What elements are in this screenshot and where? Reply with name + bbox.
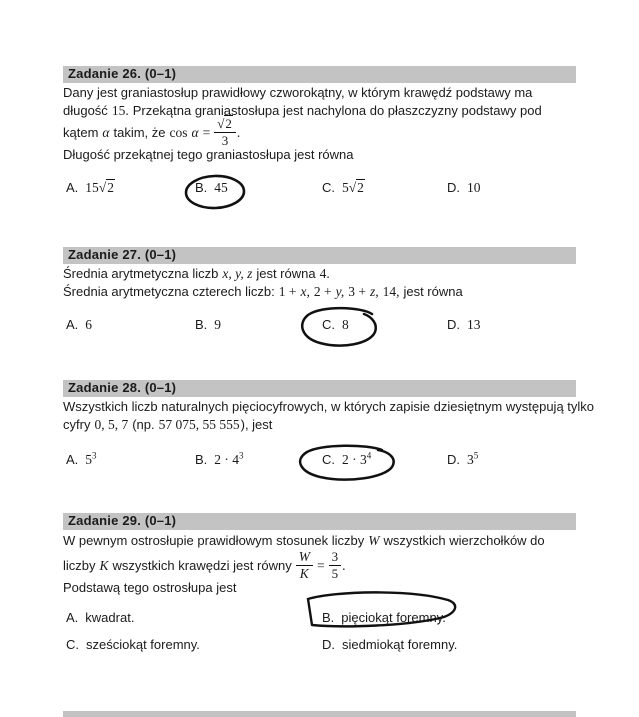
q27-line2 [63, 284, 463, 299]
option-value: 5√2 [342, 180, 364, 195]
q26-text: kątem [63, 124, 99, 140]
q28-math: 57 075, 55 555 [158, 417, 240, 432]
option-letter: C. [322, 317, 335, 332]
option-q26-d [447, 180, 481, 196]
option-value: 10 [467, 180, 481, 195]
q28-options [63, 452, 576, 474]
option-letter: A. [66, 180, 79, 195]
q26-text: Przekątna graniastosłupa jest nachylona do płaszczyzny podstawy pod [132, 103, 542, 118]
W-over-K-fraction [296, 550, 313, 581]
option-q27-d [447, 317, 481, 333]
option-letter: D. [447, 317, 460, 332]
q27-math: 3 + [348, 284, 366, 299]
q27-text: jest równa [256, 266, 316, 281]
question-26-header: Zadanie 26. (0–1) [63, 66, 576, 83]
q26-text: Długość przekątnej tego graniastosłupa jest równa [63, 147, 354, 162]
q27-text: Średnia arytmetyczna czterech liczb: [63, 284, 275, 299]
option-letter: A. [66, 452, 79, 467]
numerator: W [296, 550, 313, 566]
option-value: 45 [214, 180, 228, 195]
option-value: sześciokąt foremny. [86, 637, 200, 652]
option-value: $2 \cdot 3^4$ [342, 450, 372, 467]
q29-text: W pewnym ostrosłupie prawidłowym stosunek liczby [63, 533, 365, 548]
option-q28-a [66, 452, 97, 468]
option-letter: C. [322, 452, 335, 467]
cos-function: cos [169, 124, 188, 140]
question-27-header: Zadanie 27. (0–1) [63, 247, 576, 264]
radical-sign: √ [98, 180, 107, 195]
equals-sign: = [316, 557, 325, 573]
option-q29-b [322, 610, 446, 625]
q26-line4 [63, 147, 354, 162]
q28-line2 [63, 417, 272, 432]
option-q28-b [195, 452, 244, 468]
option-q28-c [322, 452, 371, 468]
option-value: 9 [214, 317, 222, 332]
period: . [342, 557, 346, 573]
y-variable: y, [335, 284, 345, 299]
q27-math: 4. [319, 266, 330, 281]
q27-math: 2 + [313, 284, 332, 299]
option-value: kwadrat. [85, 610, 135, 625]
alpha-variable: α [191, 124, 199, 140]
W-variable: W [368, 533, 380, 548]
q29-line1 [63, 533, 545, 548]
q29-text: liczby [63, 557, 96, 573]
q29-options-row2 [63, 637, 576, 659]
q27-math: 14, [382, 284, 400, 299]
z-variable: z, [369, 284, 379, 299]
q29-text: wszystkich krawędzi jest równy [112, 557, 292, 573]
option-q27-a [66, 317, 92, 333]
q27-line1 [63, 266, 330, 281]
option-value: $5^3$ [85, 450, 97, 467]
q28-text: cyfry [63, 417, 91, 432]
period: . [236, 124, 241, 140]
q26-formula-line [63, 117, 240, 147]
equals-sign: = [202, 124, 211, 140]
q26-line1 [63, 85, 532, 100]
q29-text: wszystkich wierzchołków do [383, 533, 545, 548]
denominator: K [299, 565, 309, 581]
q29-line3 [63, 580, 236, 595]
option-value: siedmiokąt foremny. [342, 637, 458, 652]
option-letter: C. [66, 637, 79, 652]
option-q26-a [66, 180, 115, 196]
xyz-variables: x, y, z [222, 266, 253, 281]
option-letter: B. [322, 610, 335, 625]
K-variable: K [99, 557, 109, 573]
option-q26-b [195, 180, 228, 196]
question-28-header: Zadanie 28. (0–1) [63, 380, 576, 397]
q26-text: Dany jest graniastosłup prawidłowy czworokątny, w którym krawędź podstawy ma [63, 85, 533, 100]
option-value: 15√2 [85, 180, 114, 195]
q26-line2 [63, 103, 542, 118]
radical-sign: √ [348, 180, 357, 195]
option-letter: D. [322, 637, 335, 652]
q28-text: ), jest [240, 417, 273, 432]
q28-text: (np. [132, 417, 155, 432]
option-letter: B. [195, 180, 208, 195]
option-q29-a [66, 610, 134, 625]
option-value: 13 [467, 317, 481, 332]
q27-text: Średnia arytmetyczna liczb [63, 266, 219, 281]
q29-formula-line [63, 550, 345, 580]
radicand: 2 [225, 115, 232, 131]
numerator: 3 [329, 550, 342, 566]
q27-text: jest równa [403, 284, 463, 299]
question-29-header: Zadanie 29. (0–1) [63, 513, 576, 530]
3-over-5-fraction [329, 550, 342, 581]
next-question-header-cutoff [63, 711, 576, 717]
option-value: $2 \cdot 4^3$ [214, 450, 244, 467]
denominator: 3 [221, 132, 229, 148]
denominator: 5 [331, 565, 339, 581]
option-q27-b [195, 317, 221, 333]
q26-math: 15. [111, 103, 129, 118]
option-q28-d [447, 452, 478, 468]
q26-text: takim, że [113, 124, 166, 140]
option-value: 6 [85, 317, 93, 332]
option-letter: B. [195, 452, 208, 467]
q28-math: 0, 5, 7 [94, 417, 129, 432]
option-letter: A. [66, 610, 79, 625]
option-value: pięciokąt foremny. [341, 610, 446, 625]
option-letter: C. [322, 180, 335, 195]
sqrt2-over-3-fraction [214, 117, 236, 148]
radical-sign: √ [217, 115, 225, 131]
option-value: $3^5$ [467, 450, 479, 467]
option-letter: A. [66, 317, 79, 332]
option-q29-d [322, 637, 457, 652]
option-q26-c [322, 180, 365, 196]
option-letter: D. [447, 180, 460, 195]
option-value: 8 [342, 317, 349, 332]
q28-text: Wszystkich liczb naturalnych pięciocyfrowych, w których zapisie dziesiętnym występują tylko [63, 399, 595, 414]
q27-options [63, 317, 576, 339]
option-q27-c [322, 317, 349, 333]
q29-text: Podstawą tego ostrosłupa jest [63, 580, 237, 595]
option-q29-c [66, 637, 200, 652]
option-letter: D. [447, 452, 460, 467]
x-variable: x, [300, 284, 310, 299]
q27-math: 1 + [278, 284, 297, 299]
q26-text: długość [63, 103, 108, 118]
option-letter: B. [195, 317, 208, 332]
alpha-variable: α [102, 124, 110, 140]
q28-line1 [63, 399, 594, 414]
q29-options-row1 [63, 610, 576, 632]
q26-options [63, 180, 576, 202]
